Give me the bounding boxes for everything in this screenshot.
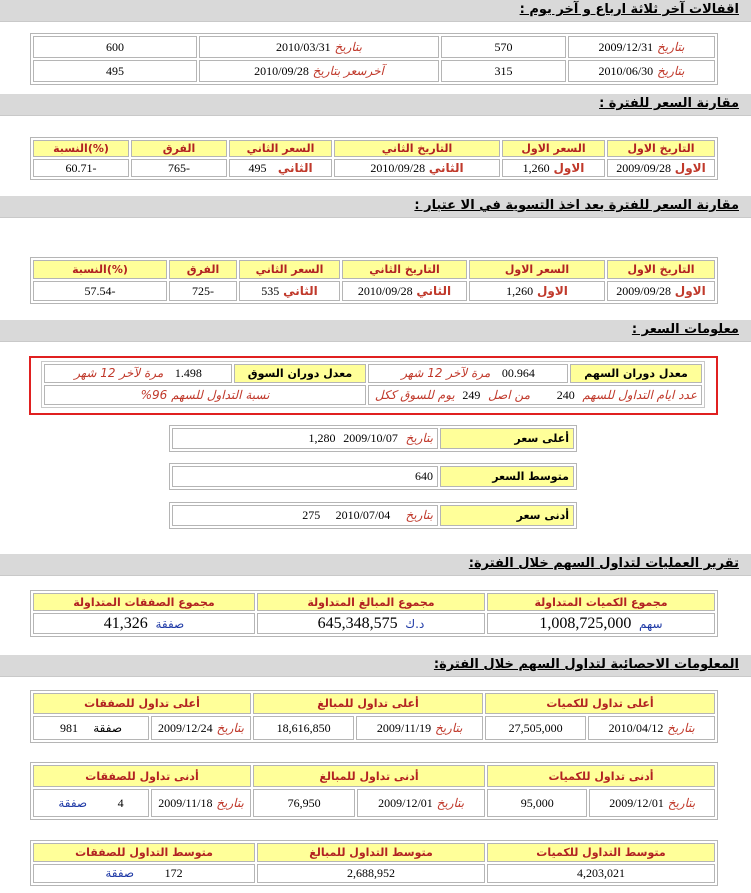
market-turnover-label: معدل دوران السوق bbox=[234, 364, 366, 383]
diff-cell: -765 bbox=[131, 159, 227, 177]
compare-table bbox=[30, 137, 718, 180]
col-first-price: السعر الاول bbox=[502, 140, 605, 157]
section-header-compare-adjusted: مقارنة السعر للفترة بعد اخذ التسوية في الا عتبار : bbox=[0, 196, 751, 218]
lowest-deals-cell: 4 صفقة bbox=[33, 789, 149, 817]
col-diff: الفرق bbox=[169, 260, 237, 279]
lowest-amt-date-cell: بتاريخ 2009/12/01 bbox=[357, 789, 485, 817]
avg-deals-cell: 172 صفقة bbox=[33, 864, 255, 883]
col-first-price: السعر الاول bbox=[469, 260, 605, 279]
avg-price-table bbox=[169, 463, 577, 490]
closing-value-cell: 315 bbox=[441, 60, 566, 82]
col-highest-qty: أعلى تداول للكميات bbox=[485, 693, 715, 714]
closing-date-cell: بتاريخ 2009/12/31 bbox=[568, 36, 715, 58]
lowest-qty-cell: 95,000 bbox=[487, 789, 587, 817]
ops-table bbox=[30, 590, 718, 637]
section-header-compare: مقارنة السعر للفترة : bbox=[0, 94, 751, 116]
stock-turnover-cell: 00.964 مرة لآخر 12 شهر bbox=[368, 364, 568, 383]
low-price-label: أدنى سعر bbox=[440, 505, 574, 526]
highest-amt-date-cell: بتاريخ 2009/11/19 bbox=[356, 716, 483, 740]
highest-qty-date-cell: بتاريخ 2010/04/12 bbox=[588, 716, 715, 740]
col-second-date: التاريخ الثاني bbox=[342, 260, 467, 279]
col-second-price: السعر الثاني bbox=[229, 140, 332, 157]
lowest-amt-cell: 76,950 bbox=[253, 789, 355, 817]
highest-deal-date-cell: بتاريخ 2009/12/24 bbox=[151, 716, 251, 740]
col-lowest-deals: أدنى تداول للصفقات bbox=[33, 765, 251, 787]
closing-date-cell: بتاريخ 2010/06/30 bbox=[568, 60, 715, 82]
lowest-deal-date-cell: بتاريخ 2009/11/18 bbox=[151, 789, 251, 817]
col-second-price: السعر الثاني bbox=[239, 260, 340, 279]
section-header-ops: تقرير العمليات لتداول السهم خلال الفترة: bbox=[0, 554, 751, 576]
high-price-cell: بتاريخ 2009/10/07 1,280 bbox=[172, 428, 438, 449]
highest-table bbox=[30, 690, 718, 743]
highest-deals-cell: صفقة 981 bbox=[33, 716, 149, 740]
turnover-table bbox=[41, 361, 705, 408]
col-pct: (%)النسبة bbox=[33, 140, 129, 157]
col-pct: (%)النسبة bbox=[33, 260, 167, 279]
pct-cell: -60.71 bbox=[33, 159, 129, 177]
highest-amt-cell: 18,616,850 bbox=[253, 716, 354, 740]
highest-qty-cell: 27,505,000 bbox=[485, 716, 586, 740]
high-price-label: أعلى سعر bbox=[440, 428, 574, 449]
stock-turnover-label: معدل دوران السهم bbox=[570, 364, 702, 383]
pct-cell: -57.54 bbox=[33, 281, 167, 301]
low-price-cell: بتاريخ 2010/07/04 275 bbox=[172, 505, 438, 526]
col-lowest-qty: أدنى تداول للكميات bbox=[487, 765, 715, 787]
high-price-table bbox=[169, 425, 577, 452]
col-total-qty: مجموع الكميات المتداولة bbox=[487, 593, 715, 611]
second-price-cell: الثاني 535 bbox=[239, 281, 340, 301]
second-date-cell: الثاني 2010/09/28 bbox=[342, 281, 467, 301]
col-first-date: التاريخ الاول bbox=[607, 260, 715, 279]
col-first-date: التاريخ الاول bbox=[607, 140, 715, 157]
low-price-table bbox=[169, 502, 577, 529]
col-lowest-amt: أدنى تداول للمبالغ bbox=[253, 765, 485, 787]
diff-cell: -725 bbox=[169, 281, 237, 301]
col-total-amt: مجموع المبالغ المتداولة bbox=[257, 593, 485, 611]
last-price-date-cell: آخرسعر بتاريخ 2010/09/28 bbox=[199, 60, 439, 82]
total-qty-cell: سهم 1,008,725,000 bbox=[487, 613, 715, 634]
closing-value-cell: 600 bbox=[33, 36, 197, 58]
avg-price-cell: 640 bbox=[172, 466, 438, 487]
col-avg-amt: متوسط التداول للمبالغ bbox=[257, 843, 485, 862]
avg-amt-cell: 2,688,952 bbox=[257, 864, 485, 883]
second-price-cell: الثاني 495 bbox=[229, 159, 332, 177]
first-date-cell: الاول 2009/09/28 bbox=[607, 281, 715, 301]
section-header-price-info: معلومات السعر : bbox=[0, 320, 751, 342]
lowest-table bbox=[30, 762, 718, 820]
col-highest-deals: أعلى تداول للصفقات bbox=[33, 693, 251, 714]
closing-value-cell: 570 bbox=[441, 36, 566, 58]
section-header-stats: المعلومات الاحصائية لتداول السهم خلال الفترة: bbox=[0, 655, 751, 677]
first-date-cell: الاول 2009/09/28 bbox=[607, 159, 715, 177]
section-header-closings: اقفالات آخر ثلاثة ارباع و آخر يوم : bbox=[0, 0, 751, 22]
total-amt-cell: د.ك 645,348,575 bbox=[257, 613, 485, 634]
col-diff: الفرق bbox=[131, 140, 227, 157]
average-table bbox=[30, 840, 718, 886]
trading-days-cell: عدد ايام التداول للسهم 240 من اصل 249 يوم للسوق ككل bbox=[368, 385, 702, 405]
col-second-date: التاريخ الثاني bbox=[334, 140, 500, 157]
avg-price-label: متوسط السعر bbox=[440, 466, 574, 487]
closing-date-cell: بتاريخ 2010/03/31 bbox=[199, 36, 439, 58]
avg-qty-cell: 4,203,021 bbox=[487, 864, 715, 883]
trading-ratio-cell: نسبة التداول للسهم 96% bbox=[44, 385, 366, 405]
col-highest-amt: أعلى تداول للمبالغ bbox=[253, 693, 483, 714]
last-price-value-cell: 495 bbox=[33, 60, 197, 82]
col-total-deals: مجموع الصفقات المتداولة bbox=[33, 593, 255, 611]
closings-table bbox=[30, 33, 718, 85]
market-turnover-cell: 1.498 مرة لآخر 12 شهر bbox=[44, 364, 232, 383]
lowest-qty-date-cell: بتاريخ 2009/12/01 bbox=[589, 789, 715, 817]
second-date-cell: الثاني 2010/09/28 bbox=[334, 159, 500, 177]
first-price-cell: الاول 1,260 bbox=[469, 281, 605, 301]
compare-adjusted-table bbox=[30, 257, 718, 304]
total-deals-cell: صفقة 41,326 bbox=[33, 613, 255, 634]
col-avg-deals: متوسط التداول للصفقات bbox=[33, 843, 255, 862]
col-avg-qty: متوسط التداول للكميات bbox=[487, 843, 715, 862]
first-price-cell: الاول 1,260 bbox=[502, 159, 605, 177]
